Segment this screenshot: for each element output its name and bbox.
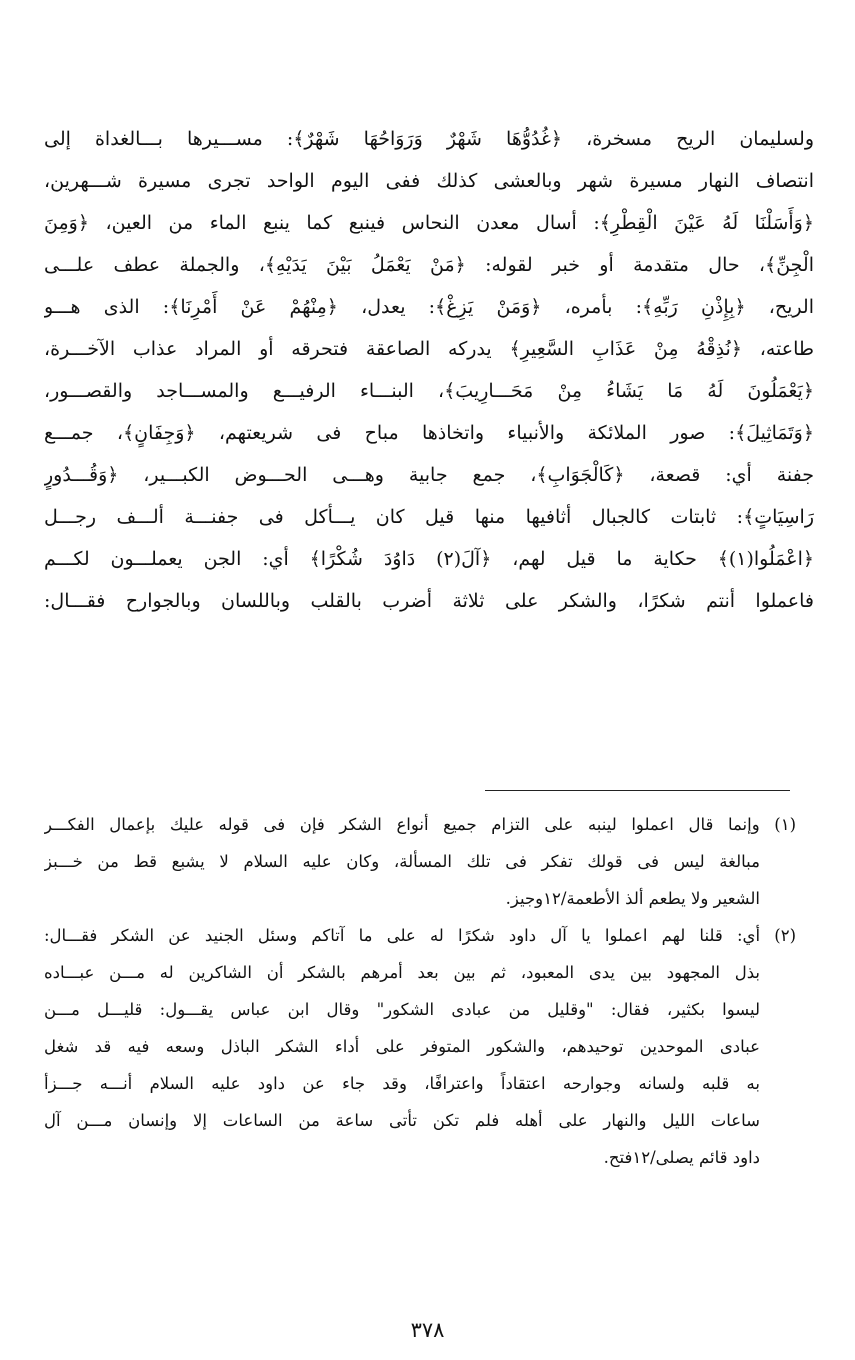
text-line: ولسليمان الريح مسخرة، ﴿غُدُوُّهَا شَهْرٌ وَرَوَاحُهَا شَهْرٌ﴾: مســـيرها بـــالغداة إلى xyxy=(44,128,814,150)
main-text xyxy=(44,118,814,622)
text-line: ﴿وَتَمَاثِيلَ﴾: صور الملائكة والأنبياء واتخاذها مباح فى شريعتهم، ﴿وَجِفَانٍ﴾، جمـــع xyxy=(44,422,814,444)
footnote-line: (٢) أي: قلنا لهم اعملوا يا آل داود شكرًا له على ما آتاكم وسئل الجنيد عن الشكر فقـــال: xyxy=(44,926,796,945)
text-line: طاعته، ﴿نُذِقْهُ مِنْ عَذَابِ السَّعِيرِ﴾ يدركه الصاعقة فتحرقه أو المراد عذاب الآخـــرة، xyxy=(44,338,814,360)
text-line: ﴿يَعْمَلُونَ لَهُ مَا يَشَاءُ مِنْ مَحَـــارِيبَ﴾، البنـــاء الرفيـــع والمســـاجد والقصـــور، xyxy=(44,380,814,402)
text-line: فاعملوا أنتم شكرًا، والشكر على ثلاثة أضرب بالقلب وباللسان وبالجوارح فقـــال: xyxy=(44,590,814,612)
footnote-1 xyxy=(44,806,796,917)
footnotes xyxy=(44,806,796,1176)
text-line: الْجِنِّ﴾، حال متقدمة أو خبر لقوله: ﴿مَنْ يَعْمَلُ بَيْنَ يَدَيْهِ﴾، والجملة عطف علـــى xyxy=(44,254,814,276)
footnote-2 xyxy=(44,917,796,1176)
footnote-line: مبالغة ليس فى قولك تفكر فى تلك المسألة، وكان عليه السلام لا يشبع قط من خـــبز xyxy=(44,852,760,871)
footnote-separator xyxy=(485,790,790,791)
text-line: ﴿اعْمَلُوا(١)﴾ حكاية ما قيل لهم، ﴿آلَ(٢) دَاوُدَ شُكْرًا﴾ أي: الجن يعملـــون لكـــم xyxy=(44,548,814,570)
footnote-line: ليسوا بكثير، فقال: "وقليل من عبادى الشكور" وقال ابن عباس يقـــول: قليـــل مـــن xyxy=(44,1000,760,1019)
footnote-line: ساعات الليل والنهار على أهله فلم تكن تأتى ساعة من الساعات إلا وإنسان مـــن آل xyxy=(44,1111,760,1130)
footnote-line: بذل المجهود بين يدى المعبود، ثم بين بعد أمرهم بالشكر أن الشاكرين له مـــن عبـــاده xyxy=(44,963,760,982)
text-line: انتصاف النهار مسيرة شهر وبالعشى كذلك ففى اليوم الواحد تجرى مسيرة شـــهرين، xyxy=(44,170,814,192)
text-line: رَاسِيَاتٍ﴾: ثابتات كالجبال أثافيها منها قيل كان يـــأكل فى جفنـــة ألـــف رجـــل xyxy=(44,506,814,528)
page-number: ٣٧٨ xyxy=(410,1318,445,1342)
footnote-line: (١) وإنما قال اعملوا لينبه على التزام جميع أنواع الشكر فإن فى قوله عليك بإعمال الفكـــر xyxy=(44,815,796,834)
text-line: جفنة أي: قصعة، ﴿كَالْجَوَابِ﴾، جمع جابية وهـــى الحـــوض الكبـــير، ﴿وَقُـــدُورٍ xyxy=(44,464,814,486)
footnote-line: الشعير ولا يطعم ألذ الأطعمة/١٢وجيز. xyxy=(505,889,760,908)
footnote-line: به قلبه ولسانه وجوارحه اعتقاداً واعترافًا، وقد جاء عن داود عليه السلام أنـــه جـــزأ xyxy=(44,1074,760,1093)
text-line: الريح، ﴿بِإِذْنِ رَبِّهِ﴾: بأمره، ﴿وَمَنْ يَزِغْ﴾: يعدل، ﴿مِنْهُمْ عَنْ أَمْرِنَا﴾: الذى هـــو xyxy=(44,296,814,318)
footnote-line: عبادى الموحدين توحيدهم، والشكور المتوفر على أداء الشكر الباذل وسعه فيه قد شغل xyxy=(44,1037,760,1056)
text-line: ﴿وَأَسَلْنَا لَهُ عَيْنَ الْقِطْرِ﴾: أسال معدن النحاس فينبع كما ينبع الماء من العين، ﴿وَمِنَ xyxy=(44,212,814,234)
footnote-line: داود قائم يصلى/١٢فتح. xyxy=(603,1148,760,1167)
